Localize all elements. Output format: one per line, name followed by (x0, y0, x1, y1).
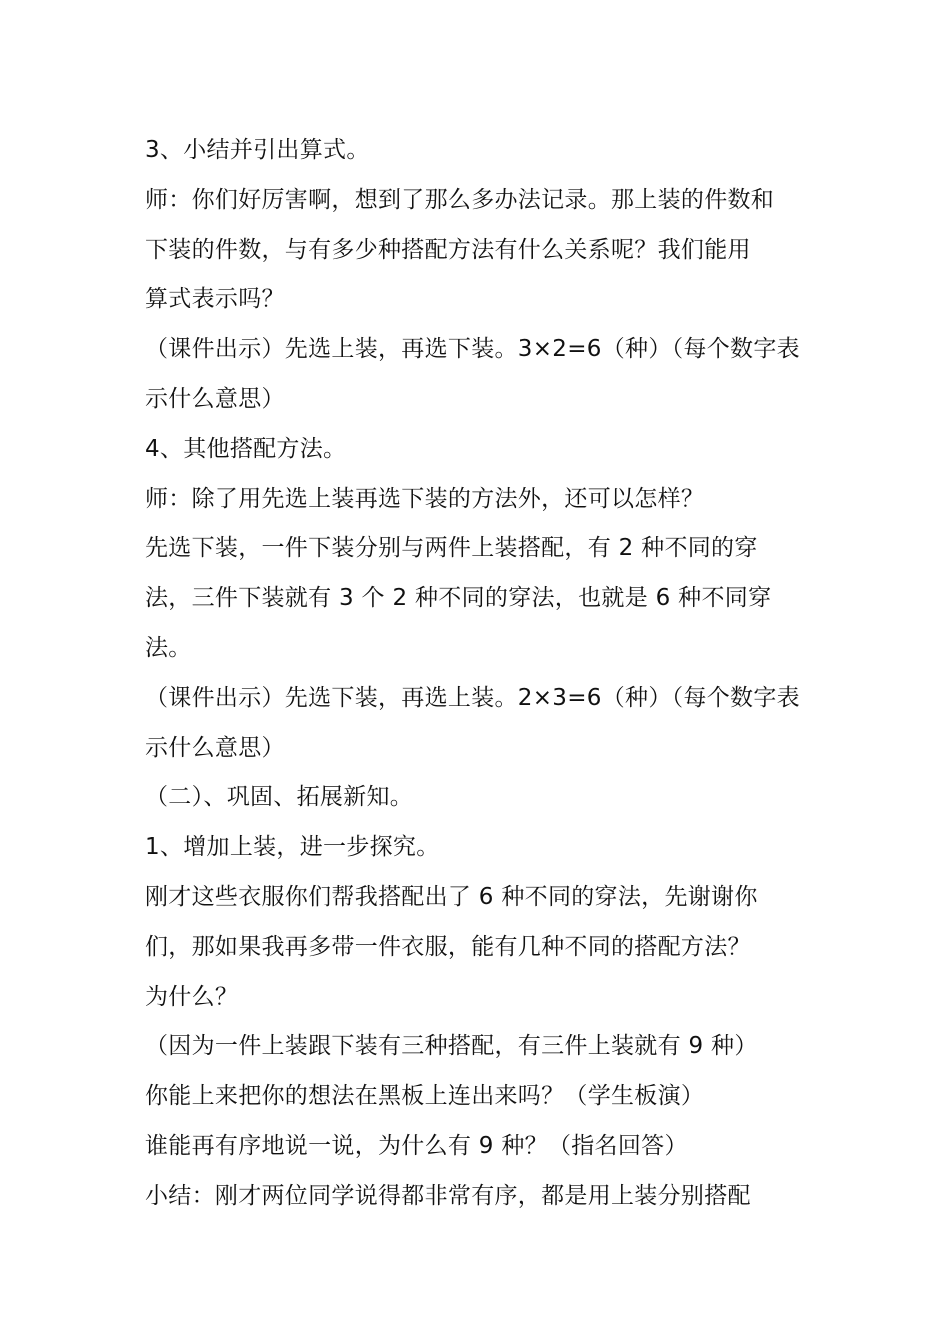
text-line: 你能上来把你的想法在黑板上连出来吗？（学生板演） (145, 1083, 705, 1110)
text-line: （课件出示）先选上装，再选下装。3×2=6（种）（每个数字表 (145, 336, 800, 363)
text-line: 下装的件数，与有多少种搭配方法有什么关系呢？我们能用 (145, 236, 751, 263)
document-body (145, 126, 825, 1222)
text-line: 谁能再有序地说一说，为什么有 9 种？（指名回答） (145, 1132, 688, 1159)
text-line: （课件出示）先选下装，再选上装。2×3=6（种）（每个数字表 (145, 684, 800, 711)
text-line: 法。 (145, 634, 192, 661)
text-line: 3、小结并引出算式。 (145, 137, 370, 163)
text-line: 示什么意思） (145, 734, 285, 761)
text-line: （二）、巩固、拓展新知。 (145, 784, 414, 811)
text-line: （因为一件上装跟下装有三种搭配，有三件上装就有 9 种） (145, 1033, 758, 1060)
text-line: 为什么？ (145, 983, 239, 1010)
text-line: 刚才这些衣服你们帮我搭配出了 6 种不同的穿法，先谢谢你 (145, 883, 758, 910)
text-line: 示什么意思） (145, 385, 285, 412)
text-line: 师：你们好厉害啊，想到了那么多办法记录。那上装的件数和 (145, 186, 775, 213)
text-line: 们，那如果我再多带一件衣服，能有几种不同的搭配方法？ (145, 933, 751, 960)
text-line: 算式表示吗？ (145, 286, 285, 313)
text-line: 1、增加上装，进一步探究。 (145, 834, 440, 861)
text-line: 小结：刚才两位同学说得都非常有序，都是用上装分别搭配 (145, 1182, 751, 1209)
text-line: 4、其他搭配方法。 (145, 435, 347, 462)
text-line: 先选下装，一件下装分别与两件上装搭配，有 2 种不同的穿 (145, 535, 758, 562)
text-line: 法，三件下装就有 3 个 2 种不同的穿法，也就是 6 种不同穿 (145, 585, 772, 612)
text-line: 师：除了用先选上装再选下装的方法外，还可以怎样？ (145, 485, 705, 512)
